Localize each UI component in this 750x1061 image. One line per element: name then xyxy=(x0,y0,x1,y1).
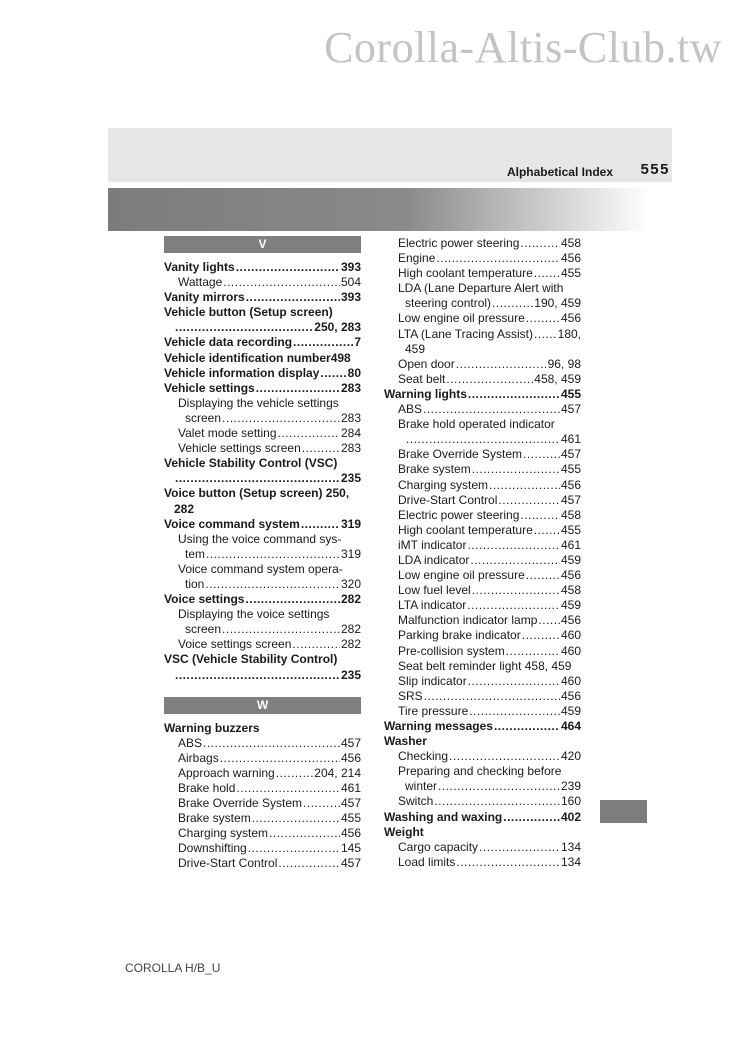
index-entry xyxy=(384,764,581,779)
index-entry xyxy=(164,486,361,501)
index-entry xyxy=(384,855,581,870)
entry-term: Vehicle Stability Control (VSC) xyxy=(164,456,338,471)
entry-page-ref: 284 xyxy=(340,426,361,441)
index-entry xyxy=(384,779,581,794)
dot-leader xyxy=(449,749,560,764)
dot-leader xyxy=(523,447,560,462)
dot-leader xyxy=(222,622,340,637)
dot-leader xyxy=(320,366,346,381)
entry-term: Brake hold xyxy=(178,781,236,795)
index-entry xyxy=(384,493,581,508)
dot-leader xyxy=(503,810,560,825)
index-entry xyxy=(164,751,361,766)
dot-leader xyxy=(303,796,340,811)
index-list-w xyxy=(164,721,361,872)
index-entry xyxy=(164,260,361,275)
index-entry xyxy=(164,335,361,350)
dot-leader xyxy=(175,320,313,335)
index-entry xyxy=(164,305,361,320)
index-entry xyxy=(164,856,361,871)
entry-term: Voice command system opera- xyxy=(178,561,343,576)
entry-page-ref: 457 xyxy=(340,796,361,811)
index-entry xyxy=(164,652,361,667)
index-entry xyxy=(164,396,361,411)
dot-leader xyxy=(175,668,340,683)
dot-leader xyxy=(278,856,340,871)
entry-page-ref: 460 xyxy=(560,643,581,658)
entry-term: Airbags xyxy=(178,750,219,765)
dot-leader xyxy=(222,411,340,426)
entry-term: Charging system xyxy=(178,826,269,841)
entry-term: Parking brake indicator xyxy=(398,628,521,643)
index-entry xyxy=(164,592,361,607)
dot-leader xyxy=(438,779,560,794)
entry-term: Displaying the vehicle settings xyxy=(178,395,339,410)
entry-term: Brake Override System xyxy=(178,796,303,811)
dot-leader xyxy=(205,577,340,592)
entry-page-ref: 456 xyxy=(560,311,581,326)
dot-leader xyxy=(256,381,340,396)
entry-term: Vehicle settings xyxy=(164,380,255,395)
index-entry xyxy=(164,532,361,547)
entry-page-ref: 282 xyxy=(340,592,361,607)
entry-term: Engine xyxy=(398,251,436,266)
entry-term: VSC (Vehicle Stability Control) xyxy=(164,652,338,667)
dot-leader xyxy=(252,811,340,826)
entry-term: Charging system xyxy=(398,477,489,492)
dot-leader xyxy=(301,517,340,532)
index-entry xyxy=(384,794,581,809)
entry-term: Valet mode setting xyxy=(178,426,277,441)
entry-term: tem xyxy=(185,546,206,561)
entry-term: Using the voice command sys- xyxy=(178,531,342,546)
entry-term: Malfunction indicator lamp xyxy=(398,613,538,628)
dot-leader xyxy=(498,493,560,508)
entry-term: Low engine oil pressure xyxy=(398,311,525,326)
index-entry xyxy=(384,327,581,342)
entry-page-ref: 458, 459 xyxy=(534,371,581,386)
index-entry xyxy=(164,766,361,781)
index-entry xyxy=(384,478,581,493)
entry-term: Load limits xyxy=(398,854,456,869)
entry-term: winter xyxy=(405,779,438,794)
entry-term: Low engine oil pressure xyxy=(398,568,525,583)
index-column-right xyxy=(384,236,581,870)
index-entry xyxy=(384,342,581,357)
entry-page-ref: 461 xyxy=(340,781,361,795)
dot-leader xyxy=(406,432,560,447)
entry-term: Pre-collision system xyxy=(398,643,505,658)
dot-leader xyxy=(467,538,560,553)
index-entry xyxy=(164,502,361,517)
index-entry xyxy=(384,387,581,402)
entry-term: Washing and waxing xyxy=(384,809,503,824)
entry-term: Warning lights xyxy=(384,386,467,401)
dot-leader xyxy=(538,613,560,628)
entry-page-ref: 250, 283 xyxy=(314,320,361,335)
dot-leader xyxy=(534,266,560,281)
dot-leader xyxy=(456,855,560,870)
entry-page-ref: 393 xyxy=(340,290,361,305)
entry-page-ref: 458 xyxy=(560,583,581,598)
entry-term: LTA (Lane Tracing Assist) xyxy=(398,326,533,341)
header-gradient-bar xyxy=(108,188,650,231)
entry-page-ref: 420 xyxy=(560,749,581,764)
entry-term: tion xyxy=(185,576,205,591)
entry-term: Brake hold operated indicator xyxy=(398,417,555,432)
entry-term: Open door xyxy=(398,356,455,371)
entry-page-ref: 320 xyxy=(340,576,361,591)
entry-term: Cargo capacity xyxy=(398,839,479,854)
index-entry xyxy=(384,462,581,477)
entry-term: ABS xyxy=(398,402,423,417)
index-entry xyxy=(164,668,361,683)
chapter-tab xyxy=(600,800,647,823)
index-entry xyxy=(164,721,361,736)
entry-term: Electric power steering xyxy=(398,507,520,522)
index-entry xyxy=(384,447,581,462)
index-entry xyxy=(164,411,361,426)
dot-leader xyxy=(456,357,547,372)
dot-leader xyxy=(269,826,340,841)
entry-page-ref: 464 xyxy=(560,719,581,733)
entry-page-ref: 456 xyxy=(560,477,581,492)
entry-page-ref: 459 xyxy=(560,598,581,613)
entry-page-ref: 459 xyxy=(560,552,581,567)
index-entry xyxy=(384,734,581,749)
index-entry xyxy=(384,417,581,432)
dot-leader xyxy=(494,719,560,734)
entry-page-ref: 455 xyxy=(560,462,581,477)
index-entry xyxy=(384,749,581,764)
entry-page-ref: 458 xyxy=(560,507,581,522)
entry-term: Vehicle identification number xyxy=(164,350,331,365)
dot-leader xyxy=(293,335,353,350)
index-entry xyxy=(384,553,581,568)
entry-page-ref: 457 xyxy=(560,402,581,417)
entry-page-ref: 180, xyxy=(557,326,581,341)
entry-term: Drive-Start Control xyxy=(398,492,498,507)
entry-term: Displaying the voice settings xyxy=(178,607,330,622)
entry-term: screen xyxy=(185,410,222,425)
index-entry xyxy=(164,471,361,486)
entry-page-ref: 282 xyxy=(340,637,361,652)
entry-page-ref: 235 xyxy=(340,471,361,486)
index-entry xyxy=(164,841,361,856)
index-list-w-continued xyxy=(384,236,581,870)
entry-page-ref: 402 xyxy=(560,809,581,824)
dot-leader xyxy=(278,426,340,441)
entry-term: iMT indicator xyxy=(398,537,467,552)
entry-term: Switch xyxy=(398,794,434,809)
footer-model-code: COROLLA H/B_U xyxy=(125,961,221,975)
index-entry xyxy=(384,704,581,719)
entry-page-ref: 460 xyxy=(560,673,581,688)
section-title: Alphabetical Index xyxy=(506,165,613,179)
index-entry xyxy=(164,517,361,532)
dot-leader xyxy=(436,251,560,266)
index-entry xyxy=(384,236,581,251)
entry-page-ref: 455 xyxy=(560,386,581,401)
entry-term: Preparing and checking before xyxy=(398,764,562,779)
entry-term: High coolant temperature xyxy=(398,522,533,537)
index-entry xyxy=(164,796,361,811)
watermark-text: Corolla-Altis-Club.tw xyxy=(324,23,722,72)
entry-term: Voice settings xyxy=(164,592,245,607)
entry-page-ref: 283 xyxy=(340,380,361,395)
index-entry xyxy=(164,290,361,305)
index-entry xyxy=(164,456,361,471)
index-entry xyxy=(384,402,581,417)
index-column-left xyxy=(164,236,361,872)
index-entry xyxy=(384,508,581,523)
entry-term: 282 xyxy=(174,501,195,516)
dot-leader xyxy=(534,327,557,342)
index-entry xyxy=(164,826,361,841)
entry-term: Voice settings screen xyxy=(178,637,292,652)
dot-leader xyxy=(467,598,560,613)
index-entry xyxy=(164,736,361,751)
index-entry xyxy=(384,538,581,553)
entry-page-ref: 504 xyxy=(340,275,361,290)
entry-page-ref: 190, 459 xyxy=(534,296,581,311)
entry-page-ref: 459 xyxy=(560,703,581,718)
entry-page-ref: 282 xyxy=(340,622,361,637)
index-entry xyxy=(164,426,361,441)
index-entry xyxy=(384,810,581,825)
entry-term: Checking xyxy=(398,749,449,764)
page-number: 555 xyxy=(640,161,670,178)
index-entry xyxy=(384,266,581,281)
index-entry xyxy=(384,613,581,628)
index-entry xyxy=(384,523,581,538)
entry-page-ref: 239 xyxy=(560,779,581,794)
dot-leader xyxy=(469,704,560,719)
index-entry xyxy=(384,674,581,689)
entry-term: Vehicle data recording xyxy=(164,335,293,350)
entry-term: Downshifting xyxy=(178,841,247,856)
entry-page-ref: 457 xyxy=(560,447,581,462)
dot-leader xyxy=(506,644,560,659)
dot-leader xyxy=(472,462,560,477)
index-entry xyxy=(384,644,581,659)
entry-page-ref: 458 xyxy=(560,236,581,250)
entry-page-ref: 455 xyxy=(560,266,581,281)
entry-term: Tire pressure xyxy=(398,703,469,718)
entry-term: LDA (Lane Departure Alert with xyxy=(398,281,564,296)
entry-term: Brake Override System xyxy=(398,447,523,462)
index-entry xyxy=(164,622,361,637)
entry-page-ref: 96, 98 xyxy=(547,356,581,371)
entry-page-ref: 457 xyxy=(340,735,361,750)
entry-page-ref: 134 xyxy=(560,839,581,854)
entry-page-ref: 498 xyxy=(330,350,351,365)
entry-term: Low fuel level xyxy=(398,583,471,598)
entry-term: steering control) xyxy=(405,296,492,311)
entry-term: Vehicle button (Setup screen) xyxy=(164,305,333,320)
dot-leader xyxy=(492,296,533,311)
entry-page-ref: 160 xyxy=(560,794,581,809)
entry-page-ref: 456 xyxy=(560,251,581,266)
dot-leader xyxy=(248,841,340,856)
entry-page-ref: 457 xyxy=(560,492,581,507)
index-entry xyxy=(384,296,581,311)
dot-leader xyxy=(175,471,340,486)
index-entry xyxy=(384,372,581,387)
dot-leader xyxy=(203,736,340,751)
index-entry xyxy=(384,659,581,674)
entry-term: screen xyxy=(185,622,222,637)
entry-page-ref: 455 xyxy=(340,811,361,826)
index-entry xyxy=(384,689,581,704)
dot-leader xyxy=(236,260,340,275)
entry-term: Washer xyxy=(384,734,427,749)
entry-term: Wattage xyxy=(178,275,223,290)
entry-page-ref: 456 xyxy=(340,826,361,841)
index-entry xyxy=(164,351,361,366)
dot-leader xyxy=(220,751,340,766)
index-entry xyxy=(384,598,581,613)
entry-term: LDA indicator xyxy=(398,552,470,567)
index-entry xyxy=(164,811,361,826)
dot-leader xyxy=(424,689,560,704)
entry-term: Brake system xyxy=(178,811,251,826)
index-entry xyxy=(164,275,361,290)
entry-page-ref: 134 xyxy=(560,854,581,869)
index-entry xyxy=(384,311,581,326)
index-entry xyxy=(384,628,581,643)
dot-leader xyxy=(245,592,340,607)
entry-term: Approach warning xyxy=(178,765,275,780)
index-entry xyxy=(384,357,581,372)
dot-leader xyxy=(526,568,560,583)
entry-term: Vehicle settings screen xyxy=(178,441,301,456)
index-list-v xyxy=(164,260,361,683)
index-entry xyxy=(384,825,581,840)
index-entry xyxy=(164,320,361,335)
dot-leader xyxy=(526,311,560,326)
entry-term: Seat belt reminder light 458, 459 xyxy=(398,658,572,673)
index-entry xyxy=(384,432,581,447)
entry-page-ref: 461 xyxy=(560,537,581,552)
dot-leader xyxy=(520,508,560,523)
entry-page-ref: 393 xyxy=(340,260,361,274)
entry-term: Warning buzzers xyxy=(164,720,260,735)
dot-leader xyxy=(468,387,560,402)
entry-term: Warning messages xyxy=(384,719,493,733)
entry-term: Voice button (Setup screen) 250, xyxy=(164,486,350,501)
index-entry xyxy=(164,607,361,622)
entry-page-ref: 283 xyxy=(340,441,361,456)
letter-heading-w: W xyxy=(164,697,361,714)
dot-leader xyxy=(302,441,340,456)
entry-term: High coolant temperature xyxy=(398,266,533,281)
entry-page-ref: 319 xyxy=(340,516,361,531)
entry-page-ref: 80 xyxy=(347,365,361,380)
dot-leader xyxy=(434,794,560,809)
entry-term: Brake system xyxy=(398,462,471,477)
dot-leader xyxy=(479,840,560,855)
dot-leader xyxy=(472,583,560,598)
index-entry xyxy=(384,719,581,734)
index-entry xyxy=(384,281,581,296)
dot-leader xyxy=(276,766,314,781)
index-entry xyxy=(164,781,361,796)
index-entry xyxy=(384,568,581,583)
dot-leader xyxy=(522,628,560,643)
entry-term: Voice command system xyxy=(164,516,300,531)
entry-term: Slip indicator xyxy=(398,673,467,688)
dot-leader xyxy=(206,547,340,562)
dot-leader xyxy=(489,478,560,493)
index-entry xyxy=(164,577,361,592)
entry-term: Weight xyxy=(384,824,424,839)
index-entry xyxy=(384,583,581,598)
dot-leader xyxy=(423,402,560,417)
entry-page-ref: 319 xyxy=(340,546,361,561)
entry-page-ref: 235 xyxy=(340,667,361,682)
entry-page-ref: 145 xyxy=(340,841,361,856)
entry-page-ref: 456 xyxy=(560,688,581,703)
index-entry xyxy=(384,840,581,855)
entry-page-ref: 461 xyxy=(560,432,581,447)
entry-page-ref: 7 xyxy=(354,335,361,350)
entry-page-ref: 456 xyxy=(560,568,581,583)
dot-leader xyxy=(468,674,560,689)
entry-term: SRS xyxy=(398,688,423,703)
entry-term: Seat belt xyxy=(398,371,446,386)
entry-term: ABS xyxy=(178,735,203,750)
dot-leader xyxy=(534,523,560,538)
index-entry xyxy=(164,441,361,456)
entry-page-ref: 456 xyxy=(340,750,361,765)
dot-leader xyxy=(520,236,560,251)
index-entry xyxy=(164,562,361,577)
entry-term: LTA indicator xyxy=(398,598,467,613)
entry-term: Vehicle information display xyxy=(164,365,320,380)
entry-page-ref: 204, 214 xyxy=(314,765,361,780)
dot-leader xyxy=(470,553,560,568)
entry-page-ref: 460 xyxy=(560,628,581,643)
dot-leader xyxy=(223,275,340,290)
dot-leader xyxy=(446,372,533,387)
dot-leader xyxy=(292,637,340,652)
entry-page-ref: 456 xyxy=(560,613,581,628)
index-entry xyxy=(164,381,361,396)
index-entry xyxy=(164,637,361,652)
entry-term: Vanity lights xyxy=(164,260,235,274)
entry-term: 459 xyxy=(405,341,426,356)
index-entry xyxy=(164,547,361,562)
entry-page-ref: 455 xyxy=(560,522,581,537)
dot-leader xyxy=(246,290,340,305)
entry-page-ref: 457 xyxy=(340,856,361,871)
entry-term: Electric power steering xyxy=(398,236,520,250)
dot-leader xyxy=(236,781,340,796)
entry-term: Vanity mirrors xyxy=(164,290,245,305)
index-entry xyxy=(164,366,361,381)
entry-term: Drive-Start Control xyxy=(178,856,278,871)
letter-heading-v: V xyxy=(164,236,361,253)
index-entry xyxy=(384,251,581,266)
entry-page-ref: 283 xyxy=(340,410,361,425)
